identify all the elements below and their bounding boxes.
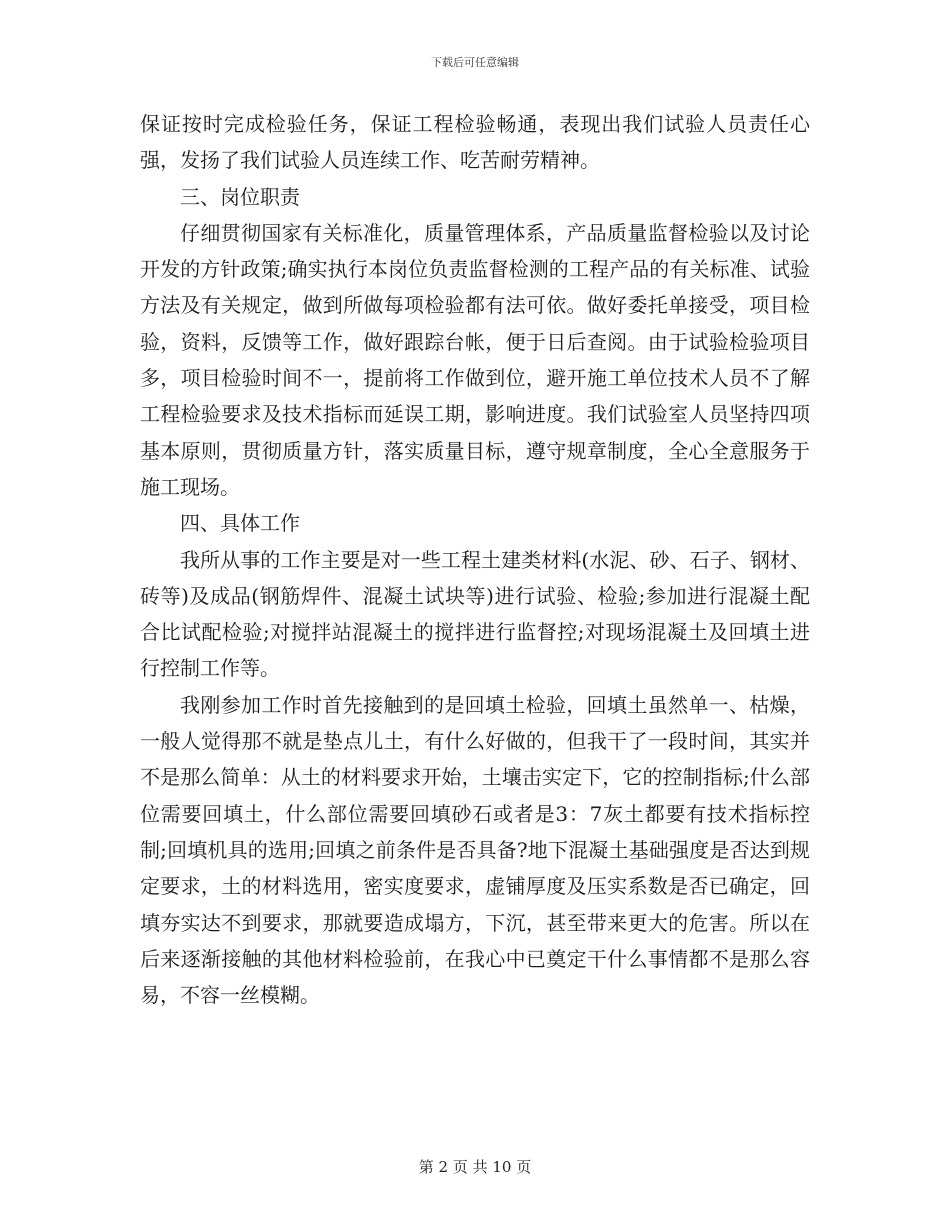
paragraph: 保证按时完成检验任务，保证工程检验畅通，表现出我们试验人员责任心强，发扬了我们试验人员连续工作、吃苦耐劳精神。 xyxy=(140,112,810,173)
document-body xyxy=(140,106,810,1013)
page-header: 下载后可任意编辑 xyxy=(431,56,519,69)
section-heading: 四、具体工作 xyxy=(180,511,300,536)
paragraph: 我所从事的工作主要是对一些工程土建类材料(水泥、砂、石子、钢材、砖等)及成品(钢筋焊件、混凝土试块等)进行试验、检验;参加进行混凝土配合比试配检验;对搅拌站混凝土的搅拌进行监督控;对现场混凝土及回填土进行控制工作等。 xyxy=(140,547,810,681)
page-footer: 第 2 页 共 10 页 xyxy=(418,1158,532,1176)
section-heading: 三、岗位职责 xyxy=(180,184,300,209)
paragraph: 仔细贯彻国家有关标准化，质量管理体系，产品质量监督检验以及讨论开发的方针政策;确实执行本岗位负责监督检测的工程产品的有关标准、试验方法及有关规定，做到所做每项检验都有法可依。做好委托单接受，项目检验，资料，反馈等工作，做好跟踪台帐，便于日后查阅。由于试验检验项目多，项目检验时间不一，提前将工作做到位，避开施工单位技术人员不了解工程检验要求及技术指标而延误工期，影响进度。我们试验室人员坚持四项基本原则，贯彻质量方针，落实质量目标，遵守规章制度，全心全意服务于施工现场。 xyxy=(140,220,810,499)
paragraph: 我刚参加工作时首先接触到的是回填土检验，回填土虽然单一、枯燥，一般人觉得那不就是垫点儿土，有什么好做的，但我干了一段时间，其实并不是那么简单：从土的材料要求开始，土壤击实定下，它的控制指标;什么部位需要回填土，什么部位需要回填砂石或者是3：7灰土都要有技术指标控制;回填机具的选用;回填之前条件是否具备?地下混凝土基础强度是否达到规定要求，土的材料选用，密实度要求，虚铺厚度及压实系数是否已确定，回填夯实达不到要求，那就要造成塌方，下沉，甚至带来更大的危害。所以在后来逐渐接触的其他材料检验前，在我心中已奠定干什么事情都不是那么容易，不容一丝模糊。 xyxy=(140,692,810,1008)
